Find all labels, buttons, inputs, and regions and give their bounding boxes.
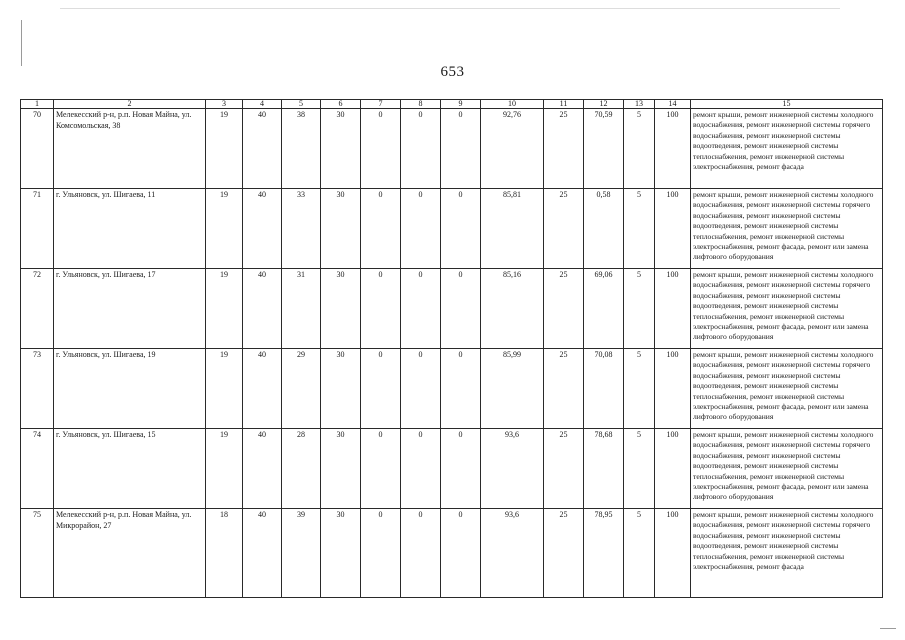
value-cell: 30 (321, 269, 361, 349)
value-cell: 31 (282, 269, 321, 349)
address-cell: г. Ульяновск, ул. Шигаева, 17 (54, 269, 206, 349)
value-cell: 100 (655, 109, 691, 189)
value-cell: 0 (441, 109, 481, 189)
address-cell: Мелекесский р-н, р.п. Новая Майна, ул. Комсомольская, 38 (54, 109, 206, 189)
value-cell: 5 (624, 269, 655, 349)
value-cell: 30 (321, 349, 361, 429)
value-cell: 0 (401, 429, 441, 509)
value-cell: 19 (206, 109, 243, 189)
value-cell: 30 (321, 109, 361, 189)
value-cell: 0 (441, 429, 481, 509)
value-cell: 93,6 (481, 429, 544, 509)
table-row (21, 269, 883, 349)
value-cell: 85,99 (481, 349, 544, 429)
value-cell: 30 (321, 189, 361, 269)
header-row (21, 100, 883, 109)
column-header: 1 (21, 100, 54, 109)
value-cell: 25 (544, 349, 584, 429)
value-cell: 5 (624, 189, 655, 269)
value-cell: 0 (441, 349, 481, 429)
column-header: 5 (282, 100, 321, 109)
value-cell: 0 (401, 509, 441, 598)
table-row (21, 349, 883, 429)
works-cell: ремонт крыши, ремонт инженерной системы холодного водоснабжения, ремонт инженерной системы горячего водоснабжения, ремонт инженерной системы водоотведения, ремонт инженерной системы теплоснабжения, ремонт инженерной системы электроснабжения, ремонт фасада, ремонт или замена лифтового оборудования (691, 429, 883, 509)
column-header: 13 (624, 100, 655, 109)
table-row (21, 509, 883, 598)
value-cell: 40 (243, 189, 282, 269)
value-cell: 40 (243, 109, 282, 189)
works-cell: ремонт крыши, ремонт инженерной системы холодного водоснабжения, ремонт инженерной системы горячего водоснабжения, ремонт инженерной системы водоотведения, ремонт инженерной системы теплоснабжения, ремонт инженерной системы электроснабжения, ремонт фасада, ремонт или замена лифтового оборудования (691, 189, 883, 269)
value-cell: 28 (282, 429, 321, 509)
value-cell: 19 (206, 189, 243, 269)
column-header: 4 (243, 100, 282, 109)
value-cell: 93,6 (481, 509, 544, 598)
works-cell: ремонт крыши, ремонт инженерной системы холодного водоснабжения, ремонт инженерной системы горячего водоснабжения, ремонт инженерной системы водоотведения, ремонт инженерной системы теплоснабжения, ремонт инженерной системы электроснабжения, ремонт фасада, ремонт или замена лифтового оборудования (691, 349, 883, 429)
value-cell: 100 (655, 189, 691, 269)
address-cell: г. Ульяновск, ул. Шигаева, 11 (54, 189, 206, 269)
column-header: 15 (691, 100, 883, 109)
value-cell: 30 (321, 429, 361, 509)
value-cell: 5 (624, 349, 655, 429)
value-cell: 30 (321, 509, 361, 598)
value-cell: 0 (361, 189, 401, 269)
row-number: 75 (21, 509, 54, 598)
value-cell: 69,06 (584, 269, 624, 349)
value-cell: 0 (361, 109, 401, 189)
address-cell: Мелекесский р-н, р.п. Новая Майна, ул. Микрорайон, 27 (54, 509, 206, 598)
value-cell: 19 (206, 429, 243, 509)
column-header: 7 (361, 100, 401, 109)
value-cell: 25 (544, 109, 584, 189)
value-cell: 19 (206, 349, 243, 429)
row-number: 74 (21, 429, 54, 509)
value-cell: 38 (282, 109, 321, 189)
column-header: 2 (54, 100, 206, 109)
value-cell: 92,76 (481, 109, 544, 189)
row-number: 72 (21, 269, 54, 349)
value-cell: 100 (655, 349, 691, 429)
value-cell: 25 (544, 269, 584, 349)
value-cell: 18 (206, 509, 243, 598)
works-cell: ремонт крыши, ремонт инженерной системы холодного водоснабжения, ремонт инженерной системы горячего водоснабжения, ремонт инженерной системы водоотведения, ремонт инженерной системы теплоснабжения, ремонт инженерной системы электроснабжения, ремонт фасада, ремонт или замена лифтового оборудования (691, 269, 883, 349)
value-cell: 40 (243, 269, 282, 349)
address-cell: г. Ульяновск, ул. Шигаева, 15 (54, 429, 206, 509)
value-cell: 40 (243, 349, 282, 429)
value-cell: 85,81 (481, 189, 544, 269)
value-cell: 39 (282, 509, 321, 598)
value-cell: 29 (282, 349, 321, 429)
value-cell: 85,16 (481, 269, 544, 349)
value-cell: 19 (206, 269, 243, 349)
column-header: 11 (544, 100, 584, 109)
value-cell: 0 (441, 189, 481, 269)
value-cell: 70,08 (584, 349, 624, 429)
address-cell: г. Ульяновск, ул. Шигаева, 19 (54, 349, 206, 429)
value-cell: 33 (282, 189, 321, 269)
column-header: 10 (481, 100, 544, 109)
value-cell: 0 (401, 349, 441, 429)
value-cell: 0 (361, 349, 401, 429)
value-cell: 40 (243, 429, 282, 509)
column-header: 12 (584, 100, 624, 109)
column-header: 8 (401, 100, 441, 109)
value-cell: 40 (243, 509, 282, 598)
value-cell: 100 (655, 429, 691, 509)
value-cell: 0 (361, 509, 401, 598)
value-cell: 78,68 (584, 429, 624, 509)
value-cell: 78,95 (584, 509, 624, 598)
value-cell: 25 (544, 429, 584, 509)
value-cell: 0 (361, 429, 401, 509)
value-cell: 0 (401, 189, 441, 269)
value-cell: 5 (624, 109, 655, 189)
value-cell: 0 (361, 269, 401, 349)
value-cell: 70,59 (584, 109, 624, 189)
column-header: 9 (441, 100, 481, 109)
table-row (21, 109, 883, 189)
page-number: 653 (440, 64, 465, 80)
value-cell: 0 (441, 269, 481, 349)
value-cell: 5 (624, 429, 655, 509)
value-cell: 25 (544, 509, 584, 598)
value-cell: 25 (544, 189, 584, 269)
works-cell: ремонт крыши, ремонт инженерной системы холодного водоснабжения, ремонт инженерной системы горячего водоснабжения, ремонт инженерной системы водоотведения, ремонт инженерной системы теплоснабжения, ремонт инженерной системы электроснабжения, ремонт фасада (691, 109, 883, 189)
value-cell: 0 (401, 269, 441, 349)
value-cell: 5 (624, 509, 655, 598)
scan-artifact-left-edge (21, 20, 22, 66)
column-header: 3 (206, 100, 243, 109)
row-number: 70 (21, 109, 54, 189)
row-number: 71 (21, 189, 54, 269)
column-header: 6 (321, 100, 361, 109)
table-row (21, 189, 883, 269)
scan-artifact-top (60, 8, 840, 9)
value-cell: 100 (655, 509, 691, 598)
works-cell: ремонт крыши, ремонт инженерной системы холодного водоснабжения, ремонт инженерной системы горячего водоснабжения, ремонт инженерной системы водоотведения, ремонт инженерной системы теплоснабжения, ремонт инженерной системы электроснабжения, ремонт фасада (691, 509, 883, 598)
value-cell: 0 (401, 109, 441, 189)
value-cell: 0 (441, 509, 481, 598)
value-cell: 100 (655, 269, 691, 349)
housing-repair-table (20, 99, 883, 598)
row-number: 73 (21, 349, 54, 429)
table-row (21, 429, 883, 509)
column-header: 14 (655, 100, 691, 109)
scan-artifact-bottom-right (880, 628, 896, 629)
value-cell: 0,58 (584, 189, 624, 269)
